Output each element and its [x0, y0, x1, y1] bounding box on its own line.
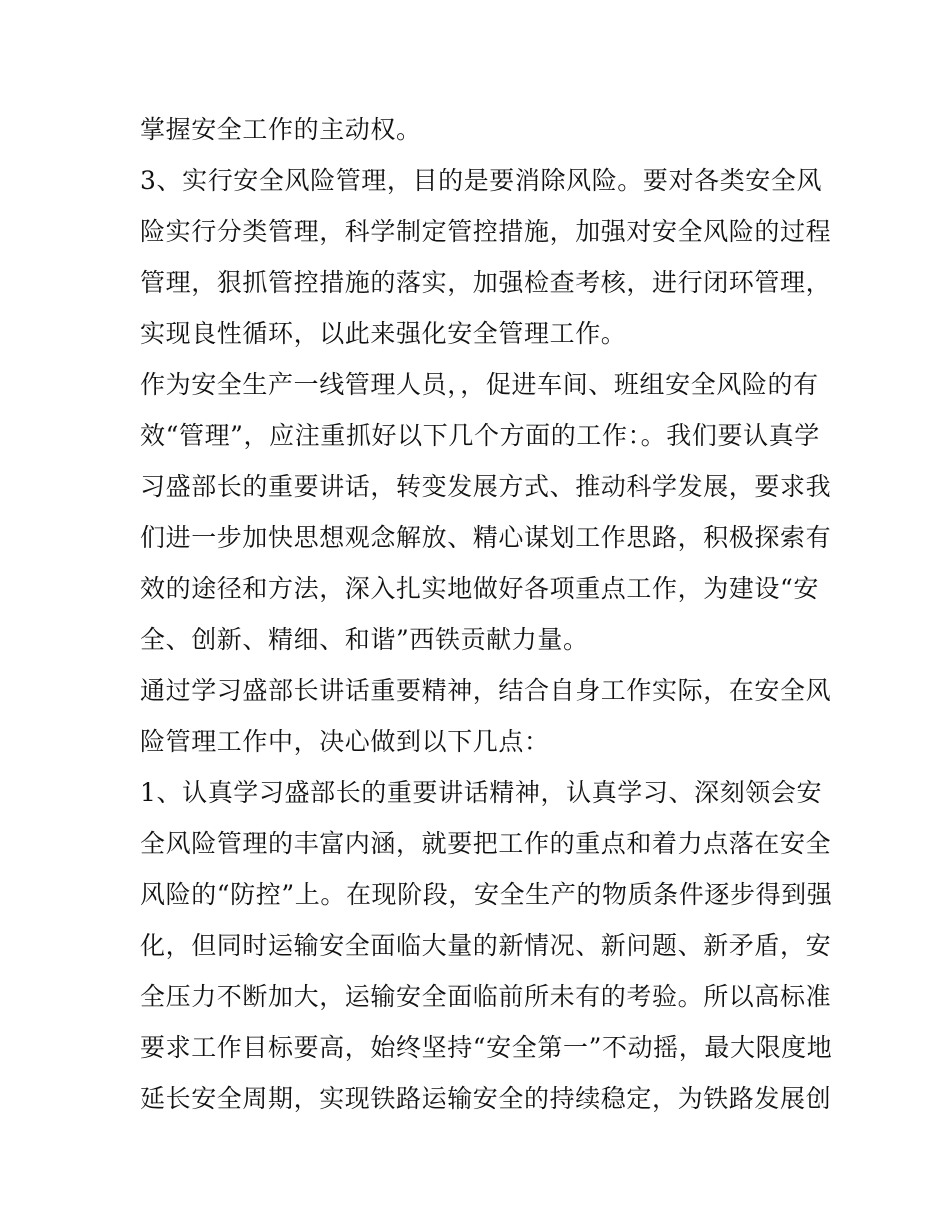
text-line: 要求工作目标要高，始终坚持“安全第一”不动摇，最大限度地 — [140, 1033, 833, 1062]
text-line: 通过学习盛部长讲话重要精神，结合自身工作实际，在安全风 — [140, 676, 832, 705]
text-line: 险实行分类管理，科学制定管控措施，加强对安全风险的过程 — [140, 217, 832, 246]
text-line: 全压力不断加大，运输安全面临前所未有的考验。所以高标准 — [140, 982, 832, 1011]
text-line: 3、实行安全风险管理，目的是要消除风险。要对各类安全风 — [140, 166, 823, 195]
text-line: 效的途径和方法，深入扎实地做好各项重点工作，为建设“安 — [140, 574, 819, 603]
text-line: 延长安全周期，实现铁路运输安全的持续稳定，为铁路发展创 — [140, 1084, 832, 1113]
text-line: 全风险管理的丰富内涵，就要把工作的重点和着力点落在安全 — [140, 829, 832, 858]
text-line: 效“管理”，应注重抓好以下几个方面的工作：。我们要认真学 — [140, 421, 820, 450]
text-line: 管理，狠抓管控措施的落实，加强检查考核，进行闭环管理， — [140, 268, 832, 297]
text-line: 化，但同时运输安全面临大量的新情况、新问题、新矛盾，安 — [140, 931, 832, 960]
text-line: 习盛部长的重要讲话，转变发展方式、推动科学发展，要求我 — [140, 472, 832, 501]
text-line: 掌握安全工作的主动权。 — [140, 115, 422, 144]
text-line: 全、创新、精细、和谐”西铁贡献力量。 — [140, 625, 589, 654]
text-line: 1、认真学习盛部长的重要讲话精神，认真学习、深刻领会安 — [140, 778, 823, 807]
text-line: 作为安全生产一线管理人员，，促进车间、班组安全风险的有 — [140, 370, 819, 399]
text-line: 们进一步加快思想观念解放、精心谋划工作思路，积极探索有 — [140, 523, 832, 552]
text-line: 实现良性循环，以此来强化安全管理工作。 — [140, 319, 627, 348]
text-line: 风险的“防控”上。在现阶段，安全生产的物质条件逐步得到强 — [140, 880, 833, 909]
text-line: 险管理工作中，决心做到以下几点： — [140, 727, 550, 756]
